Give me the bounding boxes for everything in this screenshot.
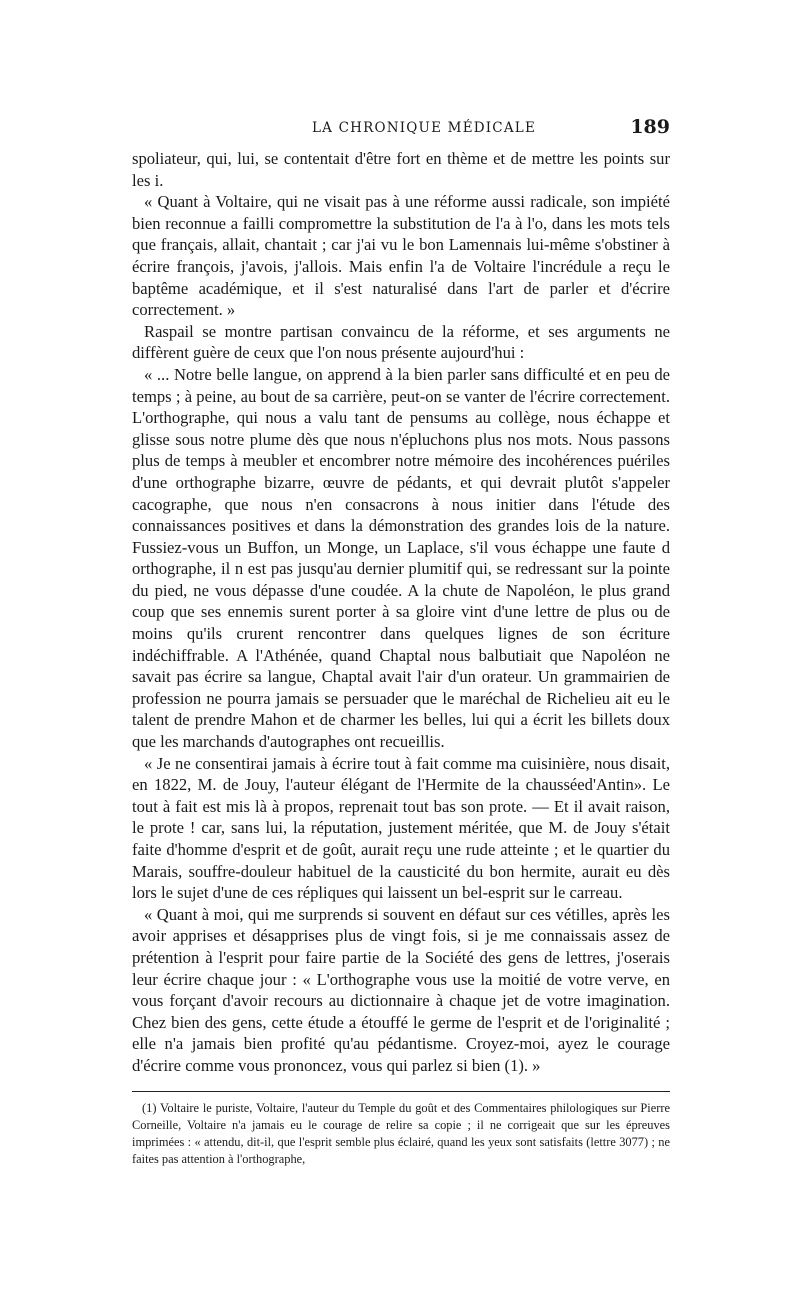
page-header [132,116,670,142]
paragraph: « Quant à Voltaire, qui ne visait pas à une réforme aussi radicale, son impiété bien reconnue a failli compromettre la substitution de l'a à l'o, dans les mots tels que français, allait, chantait ; car j'ai vu le bon Lamennais lui-même s'obstiner à écrire françois, j'avois, j'allois. Mais enfin l'a de Voltaire l'incrédule a reçu le baptême académique, et il s'est naturalisé dans l'art de parler et d'écrire correctement. » [132,192,670,320]
paragraph: Raspail se montre partisan convaincu de la réforme, et ses arguments ne diffèrent guère de ceux que l'on nous présente aujourd'hui : [132,321,670,363]
paragraph: spoliateur, qui, lui, se contentait d'être fort en thème et de mettre les points sur les i. [132,149,670,190]
page [132,116,670,1168]
paragraph: « Je ne consentirai jamais à écrire tout à fait comme ma cuisinière, nous disait, en 1822, M. de Jouy, l'auteur élégant de l'Hermite de la chausséed'Antin». Le tout à fait est mis là à propos, reprenait tout bas son prote. — Et il avait raison, le prote ! car, sans lui, la réputation, justement méritée, que M. de Jouy s'était faite d'homme d'esprit et de goût, aurait reçu une rude atteinte ; et le quartier du Marais, souffre-douleur habituel de la causticité du bon hermite, aurait eu dès lors le sujet d'une de ces répliques qui laissent un bel-esprit sur le carreau. [132,753,670,903]
paragraph: « ... Notre belle langue, on apprend à la bien parler sans difficulté et en peu de temps ; à peine, au bout de sa carrière, peut-on se vanter de l'écrire correctement. L'orthographe, qui nous a valu tant de pensums au collège, nous échappe et glisse sous notre plume dès que nous n'épluchons plus nos mots. Nous passons plus de temps à meubler et encombrer notre mémoire des incohérences puériles d'une orthographe bizarre, œuvre de pédants, et qui devrait plutôt s'appeler cacographe, que nous n'en consacrons à nous initier dans l'étude des connaissances positives et dans la démonstration des grandes lois de la nature. Fussiez-vous un Buffon, un Monge, un Laplace, s'il vous échappe une faute d orthographe, il n est pas jusqu'au dernier plumitif qui, se redressant sur la pointe du pied, ne vous dépasse d'une coudée. A la chute de Napoléon, le plus grand coup que ses ennemis surent porter à sa gloire vint d'une lettre de plus ou de moins qu'ils crurent rencontrer dans quelques lignes de son écriture indéchiffrable. A l'Athénée, quand Chaptal nous balbutiait que Napoléon ne savait pas écrire sa langue, Chaptal avait l'air d'un orateur. Un grammairien de profession ne pourra jamais se persuader que le maréchal de Richelieu ait eu le talent de prendre Mahon et de charmer les belles, lui qui a écrit les billets doux que les marchands d'autographes ont recueillis. [132,364,670,752]
page-number: 189 [630,116,670,138]
paragraph: « Quant à moi, qui me surprends si souvent en défaut sur ces vétilles, après les avoir apprises et désapprises plus de vingt fois, si je me connaissais assez de prétention à l'esprit pour faire partie de la Société des gens de lettres, j'oserais leur écrire chaque jour : « L'orthographe vous use la moitié de votre verve, en vous forçant d'avoir recours au dictionnaire à chaque jet de votre imagination. Chez bien des gens, cette étude a étouffé le germe de l'esprit et de l'originalité ; elle n'a jamais bien profité qu'au pédantisme. Croyez-moi, ayez le courage d'écrire comme vous prononcez, vous qui parlez si bien (1). » [132,904,670,1075]
running-title: LA CHRONIQUE MÉDICALE [312,120,537,136]
footnote: (1) Voltaire le puriste, Voltaire, l'auteur du Temple du goût et des Commentaires philologiques sur Pierre Corneille, Voltaire n'a jamais eu le courage de relire sa copie ; il ne corrigeait que sur les épreuves imprimées : « attendu, dit-il, que l'esprit semble plus éclairé, quand les yeux sont satisfaits (lettre 3077) ; ne faites pas attention à l'orthographe, [132,1100,670,1166]
footnote-divider [132,1091,670,1092]
body-text [132,148,670,1077]
